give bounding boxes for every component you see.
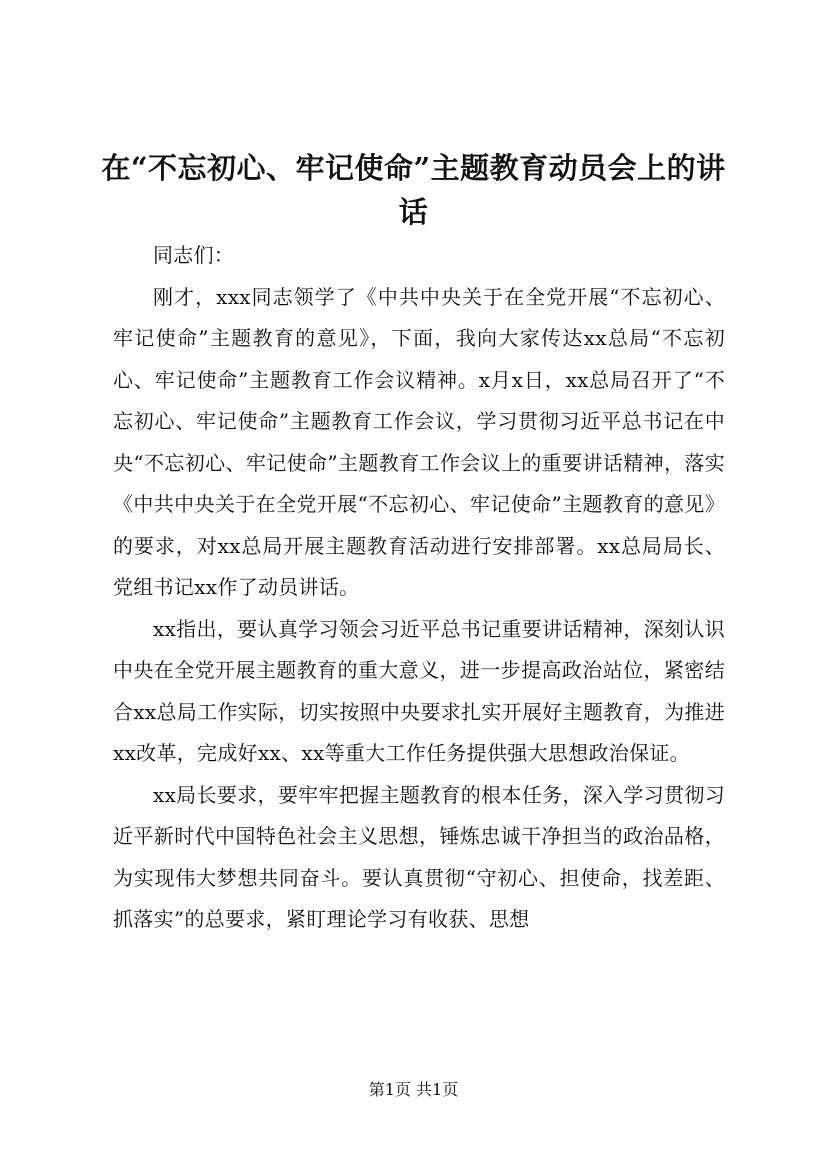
document-body (113, 235, 725, 941)
body-paragraph-3: xx局长要求，要牢牢把握主题教育的根本任务，深入学习贯彻习近平新时代中国特色社会主义思想，锤炼忠诚干净担当的政治品格，为实现伟大梦想共同奋斗。要认真贯彻“守初心、担使命，找差距、抓落实”的总要求，紧盯理论学习有收获、思想 (113, 782, 725, 931)
salutation-paragraph: 同志们： (153, 243, 235, 267)
document-title: 在“不忘初心、牢记使命”主题教育动员会上的讲话 (101, 151, 726, 229)
body-paragraph-2: xx指出，要认真学习领会习近平总书记重要讲话精神，深刻认识中央在全党开展主题教育的重大意义，进一步提高政治站位，紧密结合xx总局工作实际，切实按照中央要求扎实开展好主题教育，为推进xx改革，完成好xx、xx等重大工作任务提供强大思想政治保证。 (113, 616, 725, 765)
page-footer: 第1页 共1页 (368, 1080, 459, 1099)
body-paragraph-1: 刚才，xxx同志领学了《中共中央关于在全党开展“不忘初心、牢记使命”主题教育的意见》，下面，我向大家传达xx总局“不忘初心、牢记使命”主题教育工作会议精神。x月x日，xx总局召开了“不忘初心、牢记使命”主题教育工作会议，学习贯彻习近平总书记在中央“不忘初心、牢记使命”主题教育工作会议上的重要讲话精神，落实《中共中央关于在全党开展“不忘初心、牢记使命”主题教育的意见》的要求，对xx总局开展主题教育活动进行安排部署。xx总局局长、党组书记xx作了动员讲话。 (113, 284, 725, 599)
